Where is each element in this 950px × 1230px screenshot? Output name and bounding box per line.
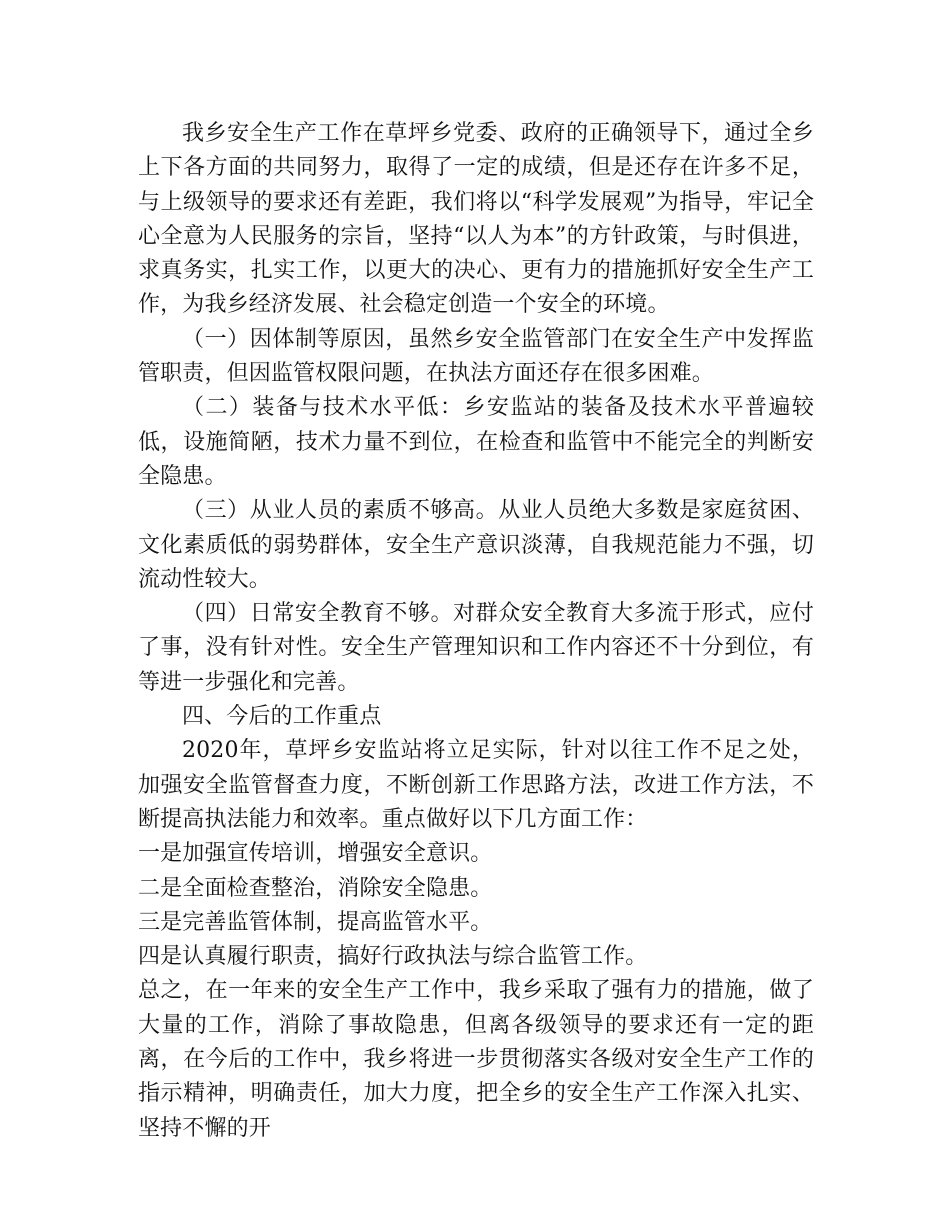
intro-paragraph: 我乡安全生产工作在草坪乡党委、政府的正确领导下，通过全乡上下各方面的共同努力，取得了一定的成绩，但是还存在许多不足，与上级领导的要求还有差距，我们将以“科学发展观”为指导，牢记全心全意为人民服务的宗旨，坚持“以人为本”的方针政策，与时俱进，求真务实，扎实工作，以更大的决心、更有力的措施抓好安全生产工作，为我乡经济发展、社会稳定创造一个安全的环境。	[138, 121, 814, 318]
document-body	[138, 117, 814, 1146]
section-heading: 四、今后的工作重点	[182, 704, 382, 730]
work-item-1: 一是加强宣传培训，增强安全意识。	[138, 841, 493, 867]
issue-paragraph-1: （一）因体制等原因，虽然乡安全监管部门在安全生产中发挥监管职责，但因监管权限问题，在执法方面还存在很多困难。	[138, 326, 814, 387]
issue-paragraph-2: （二）装备与技术水平低：乡安监站的装备及技术水平普遍较低，设施简陋，技术力量不到位，在检查和监管中不能完全的判断安全隐患。	[138, 395, 814, 489]
issue-paragraph-3: （三）从业人员的素质不够高。从业人员绝大多数是家庭贫困、文化素质低的弱势群体，安全生产意识淡薄，自我规范能力不强，切流动性较大。	[138, 498, 814, 592]
work-item-3: 三是完善监管体制，提高监管水平。	[138, 909, 493, 935]
plan-paragraph: 2020年，草坪乡安监站将立足实际，针对以往工作不足之处，加强安全监管督查力度，不断创新工作思路方法，改进工作方法，不断提高执法能力和效率。重点做好以下几方面工作：	[138, 738, 814, 832]
work-item-2: 二是全面检查整治，消除安全隐患。	[138, 875, 493, 901]
issue-paragraph-4: （四）日常安全教育不够。对群众安全教育大多流于形式，应付了事，没有针对性。安全生产管理知识和工作内容还不十分到位，有等进一步强化和完善。	[138, 601, 814, 695]
work-item-4: 四是认真履行职责，搞好行政执法与综合监管工作。	[138, 944, 648, 970]
summary-paragraph: 总之，在一年来的安全生产工作中，我乡采取了强有力的措施，做了大量的工作，消除了事故隐患，但离各级领导的要求还有一定的距离，在今后的工作中，我乡将进一步贯彻落实各级对安全生产工作的指示精神，明确责任，加大力度，把全乡的安全生产工作深入扎实、坚持不懈的开	[138, 978, 814, 1141]
